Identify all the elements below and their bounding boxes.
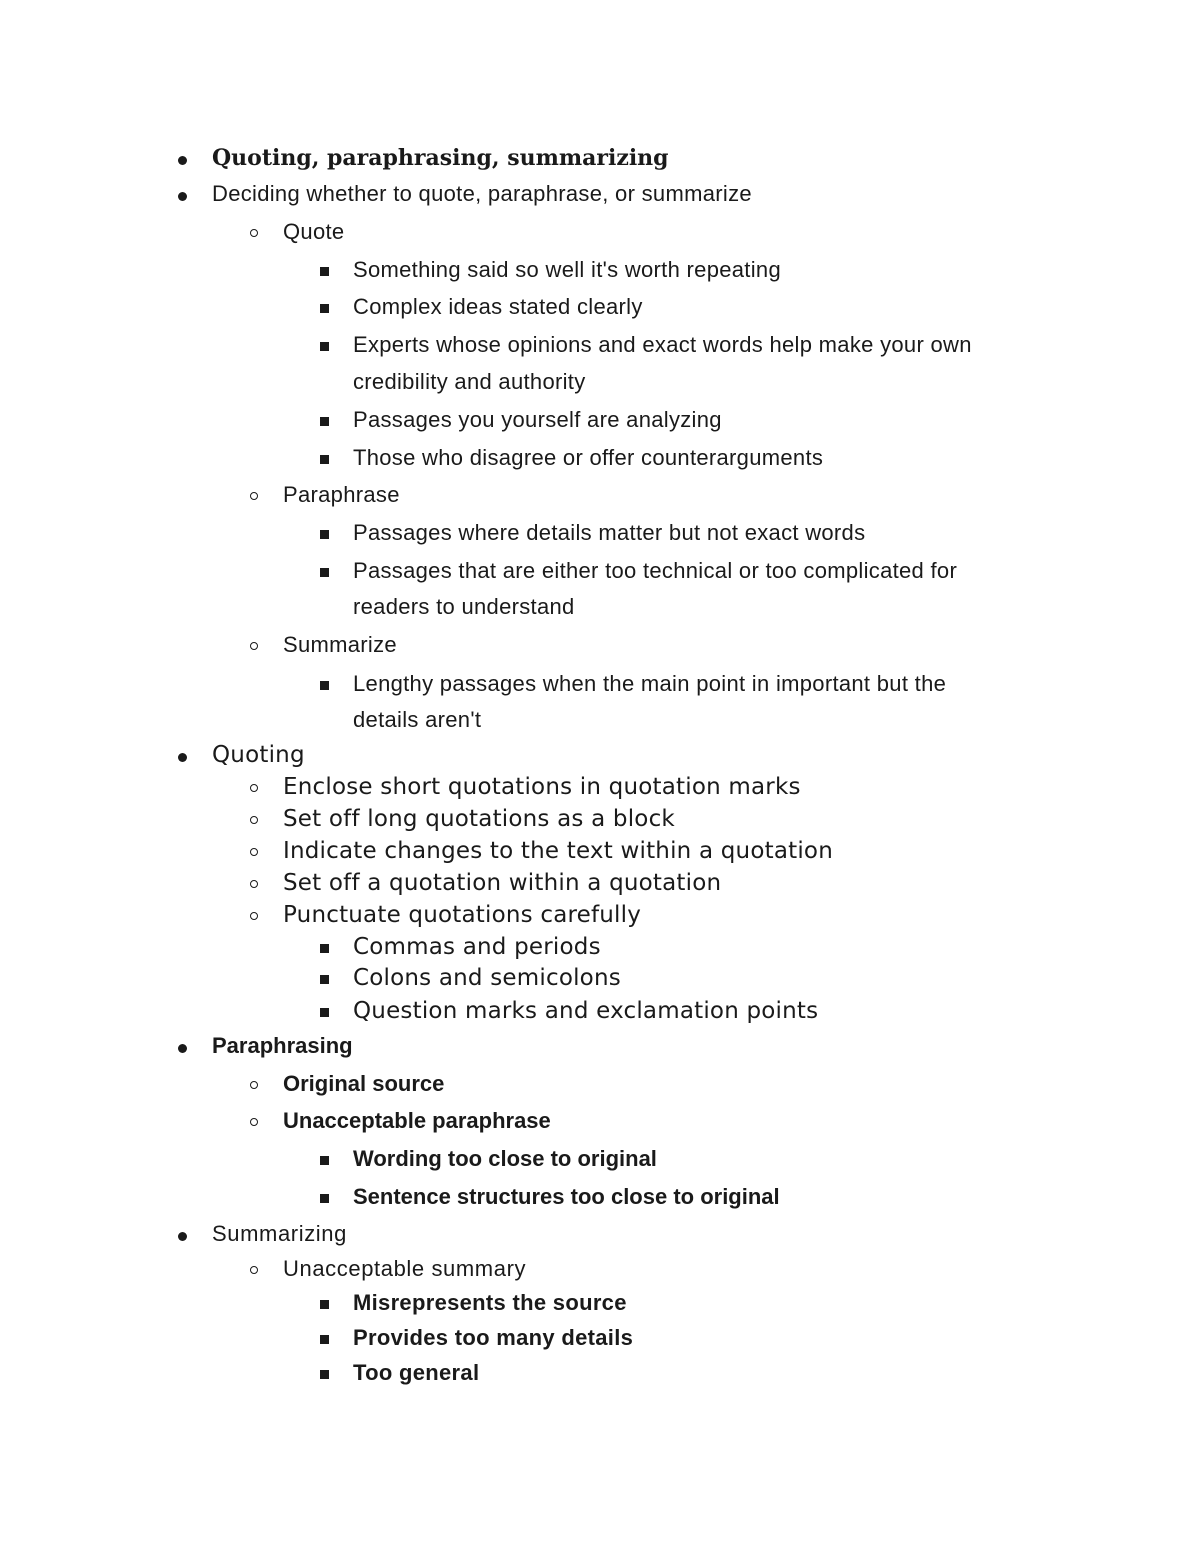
quoting-item-text: Set off long quotations as a block [283, 806, 675, 832]
disc-bullet-icon [178, 753, 187, 762]
punctuation-item-text: Commas and periods [353, 934, 601, 960]
quote-label: Quote [283, 219, 345, 244]
paraphrasing-item-text: Wording too close to original [353, 1146, 657, 1171]
circle-bullet-icon [250, 1081, 258, 1089]
square-bullet-icon [320, 1008, 329, 1017]
circle-bullet-icon [250, 492, 258, 500]
summarize-label: Summarize [283, 632, 397, 657]
square-bullet-icon [320, 1335, 329, 1344]
square-bullet-icon [320, 568, 329, 577]
summarizing-item-text: Provides too many details [353, 1325, 634, 1350]
square-bullet-icon [320, 1300, 329, 1309]
quoting-item-text: Set off a quotation within a quotation [283, 870, 722, 896]
square-bullet-icon [320, 944, 329, 953]
square-bullet-icon [320, 267, 329, 276]
paraphrase-label: Paraphrase [283, 482, 400, 507]
original-source-text: Original source [283, 1071, 445, 1096]
square-bullet-icon [320, 975, 329, 984]
square-bullet-icon [320, 1370, 329, 1379]
circle-bullet-icon [250, 642, 258, 650]
main-heading-text: Quoting, paraphrasing, summarizing [212, 145, 669, 171]
quote-item-text: Experts whose opinions and exact words help make your own [353, 332, 972, 357]
circle-bullet-icon [250, 880, 258, 888]
disc-bullet-icon [178, 192, 187, 201]
deciding-text: Deciding whether to quote, paraphrase, or summarize [212, 181, 752, 206]
quote-item-text: Complex ideas stated clearly [353, 294, 643, 319]
quote-item-text: Passages you yourself are analyzing [353, 407, 722, 432]
circle-bullet-icon [250, 229, 258, 237]
square-bullet-icon [320, 455, 329, 464]
paraphrase-item-text: Passages that are either too technical or too complicated for [353, 558, 958, 583]
quoting-item-text: Indicate changes to the text within a quotation [283, 838, 833, 864]
paraphrasing-item-text: Sentence structures too close to original [353, 1184, 780, 1209]
quoting-label: Quoting [212, 742, 305, 768]
summarizing-label: Summarizing [212, 1221, 347, 1246]
unacceptable-summary-text: Unacceptable summary [283, 1256, 527, 1281]
summarizing-item-text: Misrepresents the source [353, 1290, 627, 1315]
square-bullet-icon [320, 681, 329, 690]
quoting-item-text: Punctuate quotations carefully [283, 902, 642, 928]
circle-bullet-icon [250, 816, 258, 824]
circle-bullet-icon [250, 1118, 258, 1126]
square-bullet-icon [320, 1194, 329, 1203]
circle-bullet-icon [250, 912, 258, 920]
quoting-item-text: Enclose short quotations in quotation marks [283, 774, 801, 800]
circle-bullet-icon [250, 1266, 258, 1274]
quote-item-text: Something said so well it's worth repeating [353, 257, 781, 282]
paraphrase-item-text: Passages where details matter but not exact words [353, 520, 866, 545]
paraphrasing-label: Paraphrasing [212, 1033, 353, 1058]
punctuation-item-text: Colons and semicolons [353, 965, 621, 991]
unacceptable-paraphrase-text: Unacceptable paraphrase [283, 1108, 551, 1133]
disc-bullet-icon [178, 1044, 187, 1053]
square-bullet-icon [320, 342, 329, 351]
summarize-item-text: Lengthy passages when the main point in important but the [353, 671, 947, 696]
square-bullet-icon [320, 417, 329, 426]
quote-item-text: Those who disagree or offer counterarguments [353, 445, 824, 470]
paraphrase-item-text: readers to understand [353, 594, 575, 619]
square-bullet-icon [320, 304, 329, 313]
summarize-item-text: details aren't [353, 707, 482, 732]
summarizing-item-text: Too general [353, 1360, 480, 1385]
quote-item-text: credibility and authority [353, 369, 586, 394]
square-bullet-icon [320, 530, 329, 539]
disc-bullet-icon [178, 156, 187, 165]
punctuation-item-text: Question marks and exclamation points [353, 998, 819, 1024]
disc-bullet-icon [178, 1232, 187, 1241]
square-bullet-icon [320, 1156, 329, 1165]
circle-bullet-icon [250, 784, 258, 792]
circle-bullet-icon [250, 848, 258, 856]
